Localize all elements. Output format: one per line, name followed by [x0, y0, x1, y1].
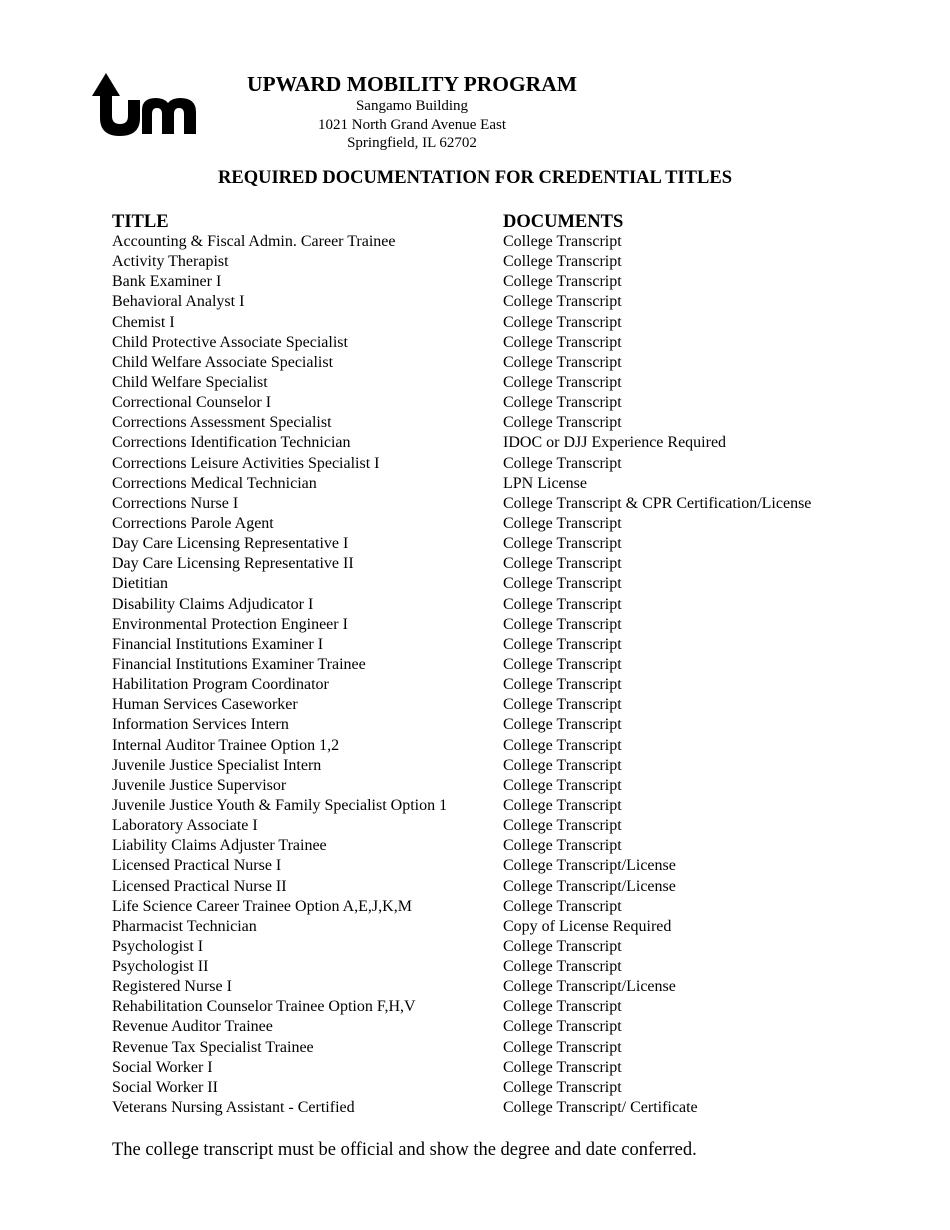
- required-documents: College Transcript: [503, 716, 622, 734]
- credential-title: Dietitian: [112, 575, 168, 593]
- table-row: [112, 816, 912, 836]
- credential-title: Revenue Auditor Trainee: [112, 1018, 273, 1036]
- table-row: [112, 292, 912, 312]
- table-row: [112, 373, 912, 393]
- credential-title: Registered Nurse I: [112, 978, 232, 996]
- credential-title: Child Protective Associate Specialist: [112, 333, 348, 351]
- required-documents: College Transcript: [503, 373, 622, 391]
- required-documents: College Transcript: [503, 535, 622, 553]
- table-row: [112, 313, 912, 333]
- required-documents: College Transcript: [503, 1038, 622, 1056]
- table-row: [112, 796, 912, 816]
- required-documents: Copy of License Required: [503, 917, 672, 935]
- table-row: [112, 393, 912, 413]
- credential-title: Corrections Nurse I: [112, 494, 239, 512]
- credential-title: Habilitation Program Coordinator: [112, 676, 329, 694]
- table-row: [112, 756, 912, 776]
- address-line-city: Springfield, IL 62702: [347, 135, 477, 151]
- table-row: [112, 574, 912, 594]
- address-line-building: Sangamo Building: [355, 98, 469, 114]
- table-row: [112, 635, 912, 655]
- table-row: [112, 1058, 912, 1078]
- credential-title: Financial Institutions Examiner Trainee: [112, 655, 366, 673]
- table-row: [112, 856, 912, 876]
- table-row: [112, 917, 912, 937]
- required-documents: College Transcript: [503, 514, 622, 532]
- table-row: [112, 554, 912, 574]
- required-documents: College Transcript: [503, 555, 622, 573]
- credential-title: Social Worker I: [112, 1058, 213, 1076]
- required-documents: College Transcript: [503, 273, 622, 291]
- table-row: [112, 1017, 912, 1037]
- required-documents: College Transcript: [503, 595, 622, 613]
- table-row: [112, 897, 912, 917]
- credential-title: Correctional Counselor I: [112, 394, 272, 412]
- credential-title: Veterans Nursing Assistant - Certified: [112, 1099, 355, 1117]
- um-logo-icon: [90, 70, 200, 138]
- credential-title: Information Services Intern: [112, 716, 289, 734]
- table-row: [112, 353, 912, 373]
- required-documents: College Transcript: [503, 937, 622, 955]
- credential-title: Corrections Leisure Activities Specialist I: [112, 454, 380, 472]
- table-row: [112, 595, 912, 615]
- table-row: [112, 957, 912, 977]
- credential-title: Juvenile Justice Specialist Intern: [112, 756, 322, 774]
- organization-title: UPWARD MOBILITY PROGRAM: [246, 72, 578, 96]
- required-documents: College Transcript: [503, 293, 622, 311]
- required-documents: College Transcript: [503, 897, 622, 915]
- required-documents: College Transcript: [503, 736, 622, 754]
- credential-title: Social Worker II: [112, 1078, 218, 1096]
- table-row: [112, 232, 912, 252]
- table-row: [112, 494, 912, 514]
- credential-table: [112, 232, 912, 1118]
- credential-title: Chemist I: [112, 313, 175, 331]
- required-documents: College Transcript: [503, 796, 622, 814]
- required-documents: College Transcript: [503, 333, 622, 351]
- credential-title: Day Care Licensing Representative I: [112, 535, 349, 553]
- credential-title: Activity Therapist: [112, 253, 229, 271]
- required-documents: College Transcript: [503, 998, 622, 1016]
- credential-title: Psychologist I: [112, 937, 204, 955]
- required-documents: College Transcript: [503, 253, 622, 271]
- transcript-note: The college transcript must be official and show the degree and date conferred.: [112, 1140, 697, 1160]
- credential-title: Life Science Career Trainee Option A,E,J,K,M: [112, 897, 412, 915]
- credential-title: Behavioral Analyst I: [112, 293, 245, 311]
- credential-title: Bank Examiner I: [112, 273, 222, 291]
- required-documents: College Transcript: [503, 676, 622, 694]
- required-documents: College Transcript & CPR Certification/License: [503, 494, 812, 512]
- table-row: [112, 333, 912, 353]
- credential-title: Juvenile Justice Supervisor: [112, 776, 287, 794]
- table-row: [112, 937, 912, 957]
- required-documents: College Transcript: [503, 776, 622, 794]
- document-title: REQUIRED DOCUMENTATION FOR CREDENTIAL TITLES: [218, 168, 732, 188]
- required-documents: College Transcript: [503, 575, 622, 593]
- credential-title: Disability Claims Adjudicator I: [112, 595, 314, 613]
- required-documents: IDOC or DJJ Experience Required: [503, 434, 727, 452]
- table-row: [112, 997, 912, 1017]
- credential-title: Corrections Identification Technician: [112, 434, 351, 452]
- table-row: [112, 1038, 912, 1058]
- table-row: [112, 655, 912, 675]
- required-documents: College Transcript: [503, 394, 622, 412]
- required-documents: College Transcript: [503, 414, 622, 432]
- credential-title: Rehabilitation Counselor Trainee Option F,H,V: [112, 998, 416, 1016]
- credential-title: Juvenile Justice Youth & Family Specialist Option 1: [112, 796, 448, 814]
- address-block: [260, 97, 564, 153]
- table-row: [112, 675, 912, 695]
- required-documents: College Transcript/License: [503, 857, 676, 875]
- table-row: [112, 877, 912, 897]
- credential-title: Human Services Caseworker: [112, 696, 298, 714]
- table-row: [112, 534, 912, 554]
- required-documents: College Transcript: [503, 313, 622, 331]
- table-row: [112, 836, 912, 856]
- table-row: [112, 474, 912, 494]
- upward-mobility-logo: [90, 70, 200, 138]
- address-line-street: 1021 North Grand Avenue East: [317, 116, 506, 133]
- credential-title: Corrections Parole Agent: [112, 514, 274, 532]
- credential-title: Licensed Practical Nurse I: [112, 857, 282, 875]
- credential-title: Corrections Assessment Specialist: [112, 414, 332, 432]
- table-row: [112, 776, 912, 796]
- required-documents: College Transcript: [503, 615, 622, 633]
- table-row: [112, 433, 912, 453]
- credential-title: Liability Claims Adjuster Trainee: [112, 837, 327, 855]
- credential-title: Environmental Protection Engineer I: [112, 615, 348, 633]
- credential-title: Corrections Medical Technician: [112, 474, 317, 492]
- required-documents: College Transcript/License: [503, 877, 676, 895]
- table-row: [112, 695, 912, 715]
- required-documents: College Transcript: [503, 696, 622, 714]
- credential-title: Laboratory Associate I: [112, 817, 258, 835]
- required-documents: College Transcript: [503, 1058, 622, 1076]
- credential-title: Psychologist II: [112, 958, 209, 976]
- table-row: [112, 615, 912, 635]
- required-documents: College Transcript: [503, 817, 622, 835]
- credential-title: Accounting & Fiscal Admin. Career Trainee: [112, 233, 396, 250]
- credential-title: Day Care Licensing Representative II: [112, 555, 354, 573]
- table-row: [112, 454, 912, 474]
- credential-title: Internal Auditor Trainee Option 1,2: [112, 736, 340, 754]
- required-documents: College Transcript: [503, 837, 622, 855]
- table-row: [112, 977, 912, 997]
- required-documents: College Transcript: [503, 756, 622, 774]
- required-documents: College Transcript: [503, 1018, 622, 1036]
- credential-title: Financial Institutions Examiner I: [112, 635, 324, 653]
- table-row: [112, 1098, 912, 1118]
- table-row: [112, 252, 912, 272]
- required-documents: LPN License: [503, 474, 587, 492]
- table-row: [112, 413, 912, 433]
- required-documents: College Transcript/License: [503, 978, 676, 996]
- required-documents: College Transcript: [503, 958, 622, 976]
- credential-title: Child Welfare Associate Specialist: [112, 353, 334, 371]
- required-documents: College Transcript/ Certificate: [503, 1099, 698, 1117]
- title-column-header: TITLE: [112, 212, 169, 232]
- required-documents: College Transcript: [503, 655, 622, 673]
- table-row: [112, 736, 912, 756]
- required-documents: College Transcript: [503, 635, 622, 653]
- table-row: [112, 715, 912, 735]
- required-documents: College Transcript: [503, 1078, 622, 1096]
- documents-column-header: DOCUMENTS: [503, 212, 624, 232]
- credential-title: Revenue Tax Specialist Trainee: [112, 1038, 314, 1056]
- required-documents: College Transcript: [503, 454, 622, 472]
- required-documents: College Transcript: [503, 233, 622, 250]
- credential-title: Licensed Practical Nurse II: [112, 877, 287, 895]
- table-row: [112, 1078, 912, 1098]
- table-row: [112, 272, 912, 292]
- table-row: [112, 514, 912, 534]
- required-documents: College Transcript: [503, 353, 622, 371]
- credential-title: Child Welfare Specialist: [112, 373, 268, 391]
- credential-title: Pharmacist Technician: [112, 917, 257, 935]
